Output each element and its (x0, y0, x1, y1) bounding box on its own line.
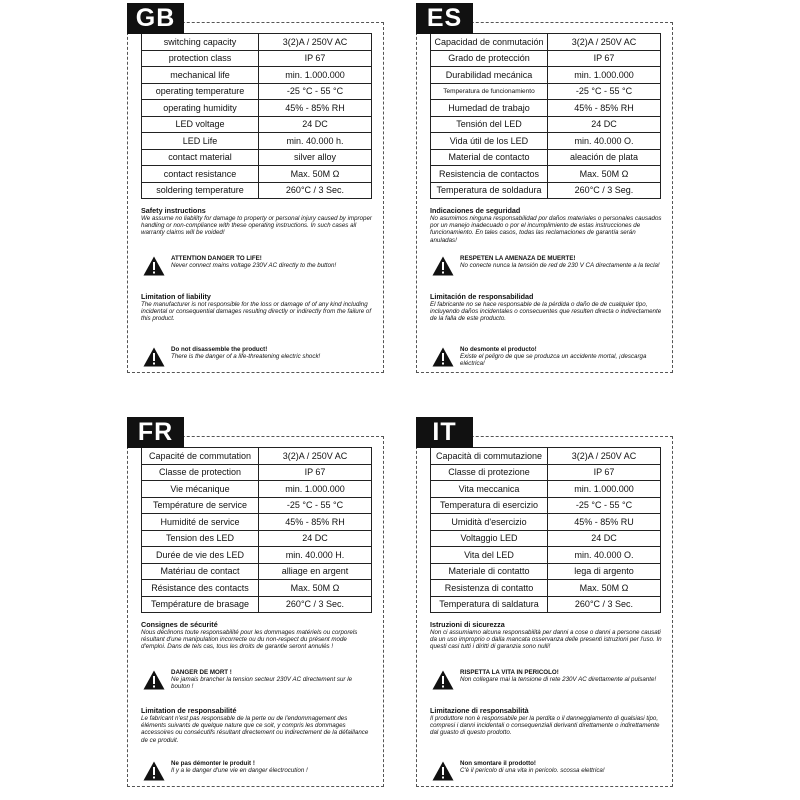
spec-label: mechanical life (142, 67, 259, 84)
lang-tag-gb: GB (127, 3, 184, 34)
liability-title: Limitation of liability (141, 292, 211, 301)
warning-triangle-icon (432, 256, 454, 276)
spec-table (430, 447, 661, 613)
spec-value: Max. 50M Ω (548, 166, 661, 183)
table-row (431, 149, 661, 166)
spec-table (141, 33, 372, 199)
table-row (431, 497, 661, 514)
liability-section (141, 707, 373, 744)
safety-title: Consignes de sécurité (141, 620, 218, 629)
spec-value: IP 67 (548, 50, 661, 67)
warning-triangle-icon (143, 347, 165, 367)
spec-table (141, 447, 372, 613)
spec-value: min. 1.000.000 (548, 481, 661, 498)
spec-label: operating humidity (142, 100, 259, 117)
liability-section (141, 293, 373, 323)
disassemble-title: Non smontare il prodotto! (460, 760, 536, 767)
table-row (142, 182, 372, 199)
safety-title: Istruzioni di sicurezza (430, 620, 505, 629)
spec-label: Temperatura de funcionamiento (431, 83, 548, 100)
spec-value: 24 DC (259, 116, 372, 133)
table-row (142, 547, 372, 564)
disassemble-title: Do not disassemble the product! (171, 346, 268, 353)
table-row (142, 83, 372, 100)
spec-value: IP 67 (259, 464, 372, 481)
danger-title: RESPETEN LA AMENAZA DE MUERTE! (460, 255, 576, 262)
spec-value: 45% - 85% RU (548, 514, 661, 531)
table-row (431, 83, 661, 100)
safety-section (430, 621, 662, 651)
safety-text: Nous déclinons toute responsabilité pour les dommages matériels ou corporels résultant d'une manipulation incorrecte ou du non-respect du présent mode d'emploi. Dans de tels cas, tous les droits de garantie seront annulés ! (141, 629, 358, 651)
liability-section (430, 707, 662, 737)
spec-label: Température de brasage (142, 596, 259, 613)
spec-label: contact material (142, 149, 259, 166)
spec-label: Capacité de commutation (142, 448, 259, 465)
table-row (142, 133, 372, 150)
table-row (142, 166, 372, 183)
disassemble-warning (141, 760, 373, 788)
spec-value: min. 40.000 O. (548, 547, 661, 564)
disassemble-title: No desmonte el producto! (460, 346, 537, 353)
warning-triangle-icon (432, 670, 454, 690)
table-row (431, 514, 661, 531)
spec-label: LED voltage (142, 116, 259, 133)
table-row (431, 530, 661, 547)
spec-value: 3(2)A / 250V AC (548, 34, 661, 51)
safety-section (141, 207, 373, 237)
spec-value: 260°C / 3 Sec. (259, 182, 372, 199)
spec-label: Temperatura de soldadura (431, 182, 548, 199)
spec-label: Voltaggio LED (431, 530, 548, 547)
table-row (431, 133, 661, 150)
spec-label: Vita del LED (431, 547, 548, 564)
spec-value: min. 40.000 h. (259, 133, 372, 150)
spec-value: 3(2)A / 250V AC (548, 448, 661, 465)
spec-value: aleación de plata (548, 149, 661, 166)
danger-text: Never connect mains voltage 230V AC directly to the button! (171, 262, 337, 270)
table-row (142, 530, 372, 547)
table-row (142, 67, 372, 84)
liability-title: Limitación de responsabilidad (430, 292, 534, 301)
spec-label: contact resistance (142, 166, 259, 183)
spec-label: Vita meccanica (431, 481, 548, 498)
spec-value: min. 40.000 H. (259, 547, 372, 564)
panel-it (416, 436, 673, 787)
danger-warning (141, 255, 373, 283)
spec-label: Durée de vie des LED (142, 547, 259, 564)
safety-section (430, 207, 662, 244)
table-row (142, 100, 372, 117)
liability-text: The manufacturer is not responsible for the loss or damage of of any kind including incidental or consequential damages resulting directly or indirectly from the failure of this product. (141, 301, 372, 323)
table-row (431, 481, 661, 498)
danger-title: RISPETTA LA VITA IN PERICOLO! (460, 669, 559, 676)
panel-gb (127, 22, 384, 373)
spec-label: Résistance des contacts (142, 580, 259, 597)
lang-tag-fr: FR (127, 417, 184, 448)
spec-value: min. 40.000 O. (548, 133, 661, 150)
spec-value: Max. 50M Ω (259, 166, 372, 183)
spec-value: 45% - 85% RH (259, 100, 372, 117)
warning-triangle-icon (143, 256, 165, 276)
liability-section (430, 293, 662, 323)
spec-label: Matériau de contact (142, 563, 259, 580)
table-row (431, 464, 661, 481)
table-row (142, 464, 372, 481)
spec-label: Tension des LED (142, 530, 259, 547)
disassemble-warning (430, 346, 662, 374)
spec-label: Material de contacto (431, 149, 548, 166)
table-row (431, 166, 661, 183)
spec-value: 45% - 85% RH (548, 100, 661, 117)
spec-value: 24 DC (259, 530, 372, 547)
table-row (431, 34, 661, 51)
safety-title: Safety instructions (141, 206, 206, 215)
lang-tag-es: ES (416, 3, 473, 34)
table-row (142, 34, 372, 51)
danger-text: No conecte nunca la tensión de red de 230 V CA directamente a la tecla! (460, 262, 660, 270)
spec-value: 260°C / 3 Sec. (548, 596, 661, 613)
spec-label: Temperatura di saldatura (431, 596, 548, 613)
danger-title: ATTENTION DANGER TO LIFE! (171, 255, 262, 262)
disassemble-title: Ne pas démonter le produit ! (171, 760, 255, 767)
spec-value: 45% - 85% RH (259, 514, 372, 531)
spec-label: Classe de protection (142, 464, 259, 481)
table-row (431, 67, 661, 84)
lang-tag-it: IT (416, 417, 473, 448)
table-row (142, 50, 372, 67)
safety-text: We assume no liability for damage to property or personal injury caused by improper handling or non-compliance with these operating instructions. In such cases all warranty claims will be voided! (141, 215, 372, 237)
danger-warning (430, 669, 662, 697)
table-row (431, 563, 661, 580)
danger-title: DANGER DE MORT ! (171, 669, 232, 676)
danger-warning (141, 669, 373, 697)
safety-text: Non ci assumiamo alcuna responsabilità per danni a cose o danni a persone causati da un uso improprio o dalla mancata osservanza delle presenti istruzioni per l'uso. In questi casi tutti i diritti di garanzia sono nulli! (430, 629, 662, 651)
spec-label: Durabilidad mecánica (431, 67, 548, 84)
table-row (142, 580, 372, 597)
disassemble-text: Il y a le danger d'une vie en danger électrocution ! (171, 767, 308, 775)
warning-triangle-icon (143, 670, 165, 690)
spec-label: Umidità d'esercizio (431, 514, 548, 531)
spec-label: protection class (142, 50, 259, 67)
spec-label: switching capacity (142, 34, 259, 51)
liability-text: Le fabricant n'est pas responsable de la perte ou de l'endommagement des éléments suivants de quelque nature que ce soit, y compris les dommages accessoires ou consécutifs résultant directement ou indirectement de la défaillance de ce produit. (141, 715, 369, 744)
table-row (142, 448, 372, 465)
spec-value: -25 °C - 55 °C (548, 497, 661, 514)
spec-label: Grado de protección (431, 50, 548, 67)
spec-value: IP 67 (548, 464, 661, 481)
spec-value: Max. 50M Ω (548, 580, 661, 597)
table-row (142, 116, 372, 133)
table-row (142, 481, 372, 498)
liability-text: Il produttore non è responsabile per la perdita o il danneggiamento di qualsiasi tipo, compresi i danni incidentali o consequenziali derivanti direttamente o indirettamente dal guasto di questo prodotto. (430, 715, 660, 737)
spec-table (430, 33, 661, 199)
spec-value: min. 1.000.000 (548, 67, 661, 84)
danger-warning (430, 255, 662, 283)
table-row (142, 514, 372, 531)
spec-label: Humedad de trabajo (431, 100, 548, 117)
panel-es (416, 22, 673, 373)
disassemble-text: C'è il pericolo di una vita in pericolo. scossa elettrica! (460, 767, 605, 775)
table-row (431, 596, 661, 613)
table-row (431, 580, 661, 597)
table-row (431, 50, 661, 67)
table-row (142, 149, 372, 166)
spec-value: 24 DC (548, 530, 661, 547)
spec-label: Humidité de service (142, 514, 259, 531)
spec-label: Capacidad de conmutación (431, 34, 548, 51)
spec-label: Resistencia de contactos (431, 166, 548, 183)
spec-value: Max. 50M Ω (259, 580, 372, 597)
warning-triangle-icon (432, 761, 454, 781)
liability-title: Limitazione di responsabilità (430, 706, 529, 715)
table-row (142, 497, 372, 514)
safety-title: Indicaciones de seguridad (430, 206, 521, 215)
spec-value: 24 DC (548, 116, 661, 133)
spec-value: lega di argento (548, 563, 661, 580)
spec-value: 3(2)A / 250V AC (259, 448, 372, 465)
danger-text: Ne jamais brancher la tension secteur 230V AC directement sur le bouton ! (171, 676, 353, 691)
spec-value: 260°C / 3 Sec. (259, 596, 372, 613)
spec-value: -25 °C - 55 °C (259, 83, 372, 100)
safety-section (141, 621, 373, 651)
table-row (431, 547, 661, 564)
danger-text: Non collegare mai la tensione di rete 230V AC direttamente al pulsante! (460, 676, 657, 684)
spec-value: 260°C / 3 Seg. (548, 182, 661, 199)
table-row (431, 100, 661, 117)
spec-label: soldering temperature (142, 182, 259, 199)
spec-value: 3(2)A / 250V AC (259, 34, 372, 51)
spec-value: -25 °C - 55 °C (259, 497, 372, 514)
spec-label: Capacità di commutazione (431, 448, 548, 465)
spec-label: Temperatura di esercizio (431, 497, 548, 514)
spec-label: Vida útil de los LED (431, 133, 548, 150)
spec-label: operating temperature (142, 83, 259, 100)
spec-label: Materiale di contatto (431, 563, 548, 580)
table-row (142, 596, 372, 613)
spec-value: min. 1.000.000 (259, 67, 372, 84)
liability-title: Limitation de responsabilité (141, 706, 237, 715)
spec-value: silver alloy (259, 149, 372, 166)
warning-triangle-icon (143, 761, 165, 781)
panel-fr (127, 436, 384, 787)
spec-label: Classe di protezione (431, 464, 548, 481)
spec-value: IP 67 (259, 50, 372, 67)
table-row (431, 448, 661, 465)
spec-value: min. 1.000.000 (259, 481, 372, 498)
liability-text: El fabricante no se hace responsable de la pérdida o daño de de cualquier tipo, incluyendo daños incidentales o consecuentes que resulten directa o indirectamente de la falla de este producto. (430, 301, 662, 323)
spec-label: Resistenza di contatto (431, 580, 548, 597)
table-row (431, 182, 661, 199)
spec-value: -25 °C - 55 °C (548, 83, 661, 100)
disassemble-warning (430, 760, 662, 788)
spec-label: LED Life (142, 133, 259, 150)
disassemble-text: There is the danger of a life-threatening electric shock! (171, 353, 321, 361)
warning-triangle-icon (432, 347, 454, 367)
spec-label: Vie mécanique (142, 481, 259, 498)
table-row (431, 116, 661, 133)
safety-text: No asumimos ninguna responsabilidad por daños materiales o personales causados por un manejo inadecuado o por el incumplimiento de estas instrucciones de funcionamiento. En tales casos, todas las reclamaciones de garantía serán anuladas! (430, 215, 662, 244)
table-row (142, 563, 372, 580)
spec-label: Tensión del LED (431, 116, 548, 133)
disassemble-text: Existe el peligro de que se produzca un accidente mortal, ¡descarga eléctrica! (460, 353, 647, 368)
spec-value: alliage en argent (259, 563, 372, 580)
spec-label: Température de service (142, 497, 259, 514)
disassemble-warning (141, 346, 373, 374)
